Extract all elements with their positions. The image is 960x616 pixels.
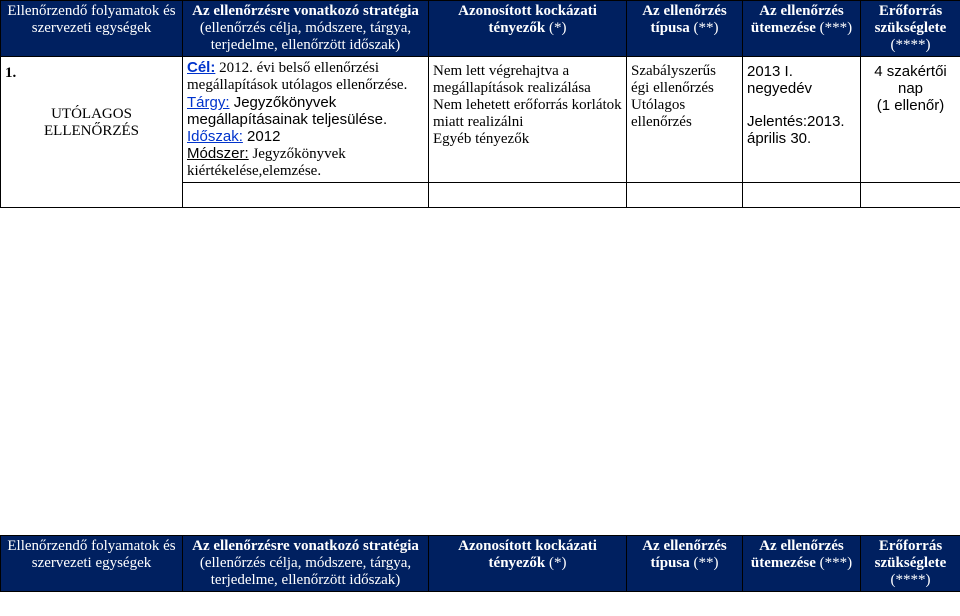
header-resources — [861, 1, 960, 57]
period-text: 2012 — [247, 128, 281, 145]
header-schedule-bold: Az ellenőrzés ütemezése — [750, 538, 844, 571]
header-risk-rest: (*) — [548, 555, 567, 571]
header-strategy-rest: (ellenőrzés célja, módszere, tárgya, terjedelme, ellenőrzött időszak) — [199, 20, 412, 53]
header-organization-text: Ellenőrzendő folyamatok és szervezeti egységek — [7, 3, 176, 36]
header-organization — [1, 1, 183, 57]
header-risk-factors — [429, 536, 627, 592]
risk-item: Nem lehetett erőforrás korlátok miatt realizálni — [433, 97, 622, 130]
goal-line — [187, 59, 424, 94]
resource-days: 4 szakértői nap — [874, 63, 947, 97]
header-schedule — [743, 1, 861, 57]
header-risk-rest: (*) — [548, 20, 567, 36]
schedule-cell — [743, 57, 861, 183]
header-resources-rest: (****) — [890, 572, 931, 588]
header-organization — [1, 536, 183, 592]
empty-cell — [183, 183, 429, 208]
header-strategy-rest: (ellenőrzés célja, módszere, tárgya, terjedelme, ellenőrzött időszak) — [199, 555, 412, 588]
header-audit-type — [627, 536, 743, 592]
header-schedule-rest: (***) — [819, 555, 853, 571]
audit-plan-table — [0, 0, 960, 208]
header-resources-rest: (****) — [890, 37, 931, 53]
risk-item: Egyéb tényezők — [433, 131, 530, 147]
type-item: Szabályszerűs égi ellenőrzés — [631, 63, 716, 96]
header-schedule — [743, 536, 861, 592]
method-label: Módszer: — [187, 145, 249, 162]
header-strategy — [183, 536, 429, 592]
period-label: Időszak: — [187, 128, 243, 145]
header-risk-factors — [429, 1, 627, 57]
empty-cell — [861, 183, 960, 208]
row-number: 1. — [5, 65, 17, 81]
repeated-header-table — [0, 535, 960, 592]
subject-label: Tárgy: — [187, 94, 230, 111]
header-risk-bold: Azonosított kockázati tényezők — [458, 538, 597, 571]
header-type-rest: (**) — [693, 20, 719, 36]
empty-cell — [627, 183, 743, 208]
organization-name: UTÓLAGOS ELLENŐRZÉS — [44, 106, 139, 139]
header-organization-text: Ellenőrzendő folyamatok és szervezeti egységek — [7, 538, 176, 571]
header-schedule-bold: Az ellenőrzés ütemezése — [750, 3, 844, 36]
header-strategy — [183, 1, 429, 57]
resource-staff: (1 ellenőr) — [876, 97, 945, 114]
header-strategy-bold: Az ellenőrzésre vonatkozó stratégia — [192, 3, 419, 19]
header-risk-bold: Azonosított kockázati tényezők — [458, 3, 597, 36]
risk-factors-cell — [429, 57, 627, 183]
header-resources — [861, 536, 960, 592]
goal-text: 2012. évi belső ellenőrzési megállapítások utólagos ellenőrzése. — [187, 60, 408, 93]
header-type-bold: Az ellenőrzés típusa — [642, 538, 727, 571]
header-resources-bold: Erőforrás szükséglete — [874, 3, 947, 36]
organization-cell — [1, 57, 183, 208]
goal-label: Cél: — [187, 59, 216, 76]
empty-cell — [429, 183, 627, 208]
header-row — [1, 1, 960, 57]
header-type-rest: (**) — [693, 555, 719, 571]
subject-text: Jegyzőkönyvek megállapításainak teljesülése. — [187, 94, 388, 128]
type-item: Utólagos ellenőrzés — [631, 97, 692, 130]
header-resources-bold: Erőforrás szükséglete — [874, 538, 947, 571]
audit-type-cell — [627, 57, 743, 183]
subject-line — [187, 94, 424, 128]
method-text: Jegyzőkönyvek kiértékelése,elemzése. — [187, 146, 346, 179]
empty-cell — [743, 183, 861, 208]
strategy-cell — [183, 57, 429, 183]
header-audit-type — [627, 1, 743, 57]
period-line — [187, 128, 424, 145]
table-row — [1, 57, 960, 183]
header-type-bold: Az ellenőrzés típusa — [642, 3, 727, 36]
schedule-report: Jelentés:2013. április 30. — [747, 113, 845, 147]
header-schedule-rest: (***) — [819, 20, 853, 36]
schedule-quarter: 2013 I. negyedév — [747, 63, 813, 97]
header-strategy-bold: Az ellenőrzésre vonatkozó stratégia — [192, 538, 419, 554]
method-line — [187, 145, 424, 180]
header-row — [1, 536, 960, 592]
resources-cell — [861, 57, 960, 183]
risk-item: Nem lett végrehajtva a megállapítások realizálása — [433, 63, 591, 96]
